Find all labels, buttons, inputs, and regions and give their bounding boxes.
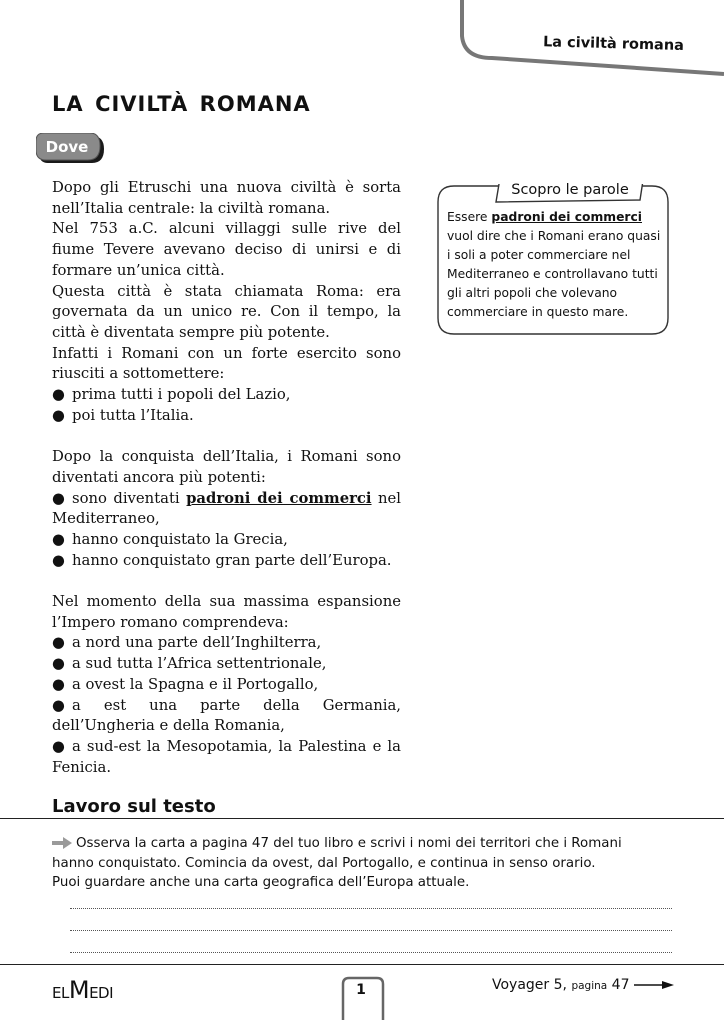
list-item: ● hanno conquistato gran parte dell’Europa. [52, 551, 401, 572]
section-badge-label: Dove [45, 138, 89, 156]
body-text [52, 178, 401, 778]
list-item: ● poi tutta l’Italia. [52, 406, 401, 427]
list-item: ● a ovest la Spagna e il Portogallo, [52, 675, 401, 696]
page-number-box [341, 976, 385, 1020]
bullet-icon: ● [52, 551, 65, 569]
list-item: ● a sud tutta l’Africa settentrionale, [52, 654, 401, 675]
arrow-right-icon [634, 980, 674, 990]
answer-line[interactable] [70, 930, 672, 931]
exercise-instructions: Osserva la carta a pagina 47 del tuo libro e scrivi i nomi dei territori che i Romani hanno conquistato. Comincia da ovest, dal Portogallo, e continua in senso orario. Puoi guardare anche una carta geografica dell’Europa attuale. [52, 836, 622, 890]
bullet-icon: ● [52, 737, 65, 755]
running-title: La civiltà romana [542, 34, 685, 54]
section-badge [36, 133, 106, 163]
publisher-logo: ELMEDI [52, 976, 114, 1004]
bullet-icon: ● [52, 675, 65, 693]
page-number: 1 [356, 982, 366, 998]
book-reference: Voyager 5, pagina 47 [492, 977, 674, 993]
list-item: ● a est una parte della Germania, dell’Ungheria e della Romania, [52, 696, 401, 735]
bullet-icon: ● [52, 696, 65, 714]
list-item: ● prima tutti i popoli del Lazio, [52, 385, 401, 406]
paragraph: Infatti i Romani con un forte esercito sono riusciti a sottomettere: [52, 344, 401, 383]
bullet-icon: ● [52, 489, 65, 507]
answer-line[interactable] [70, 908, 672, 909]
bullet-icon: ● [52, 655, 65, 673]
bullet-icon: ● [52, 406, 65, 424]
paragraph: Dopo la conquista dell’Italia, i Romani sono diventati ancora più potenti: [52, 448, 401, 486]
list-item: ● a sud-est la Mesopotamia, la Palestina e la Fenicia. [52, 737, 401, 776]
glossary-text: Essere padroni dei commerci vuol dire che i Romani erano quasi i soli a poter commerciare nel Mediterraneo e controllavano tutti gli altri popoli che volevano commerciare in questo mare. [447, 210, 661, 319]
paragraph: Dopo gli Etruschi una nuova civiltà è sorta nell’Italia centrale: la civiltà romana. [52, 179, 401, 217]
divider [0, 818, 724, 819]
list-item: ● sono diventati padroni dei commerci nel Mediterraneo, [52, 489, 401, 528]
bullet-icon: ● [52, 386, 65, 404]
paragraph: Nel momento della sua massima espansione l’Impero romano comprendeva: [52, 593, 401, 631]
bullet-icon: ● [52, 530, 65, 548]
bullet-icon: ● [52, 634, 65, 652]
arrow-right-icon [52, 837, 72, 849]
list-item: ● a nord una parte dell’Inghilterra, [52, 633, 401, 654]
divider [0, 964, 724, 965]
list-item: ● hanno conquistato la Grecia, [52, 530, 401, 551]
answer-line[interactable] [70, 952, 672, 953]
page-title: la civiltà romana [52, 84, 311, 119]
key-term: padroni dei commerci [186, 489, 372, 507]
key-term: padroni dei commerci [491, 210, 642, 224]
paragraph: Questa città è stata chiamata Roma: era governata da un unico re. Con il tempo, la città è diventata sempre più potente. [52, 282, 401, 341]
glossary-heading: Scopro le parole [511, 182, 629, 198]
paragraph: Nel 753 a.C. alcuni villaggi sulle rive del fiume Tevere avevano deciso di unirsi e di formare un’unica città. [52, 220, 401, 279]
exercise-heading: Lavoro sul testo [52, 796, 216, 817]
glossary-box [436, 184, 670, 336]
